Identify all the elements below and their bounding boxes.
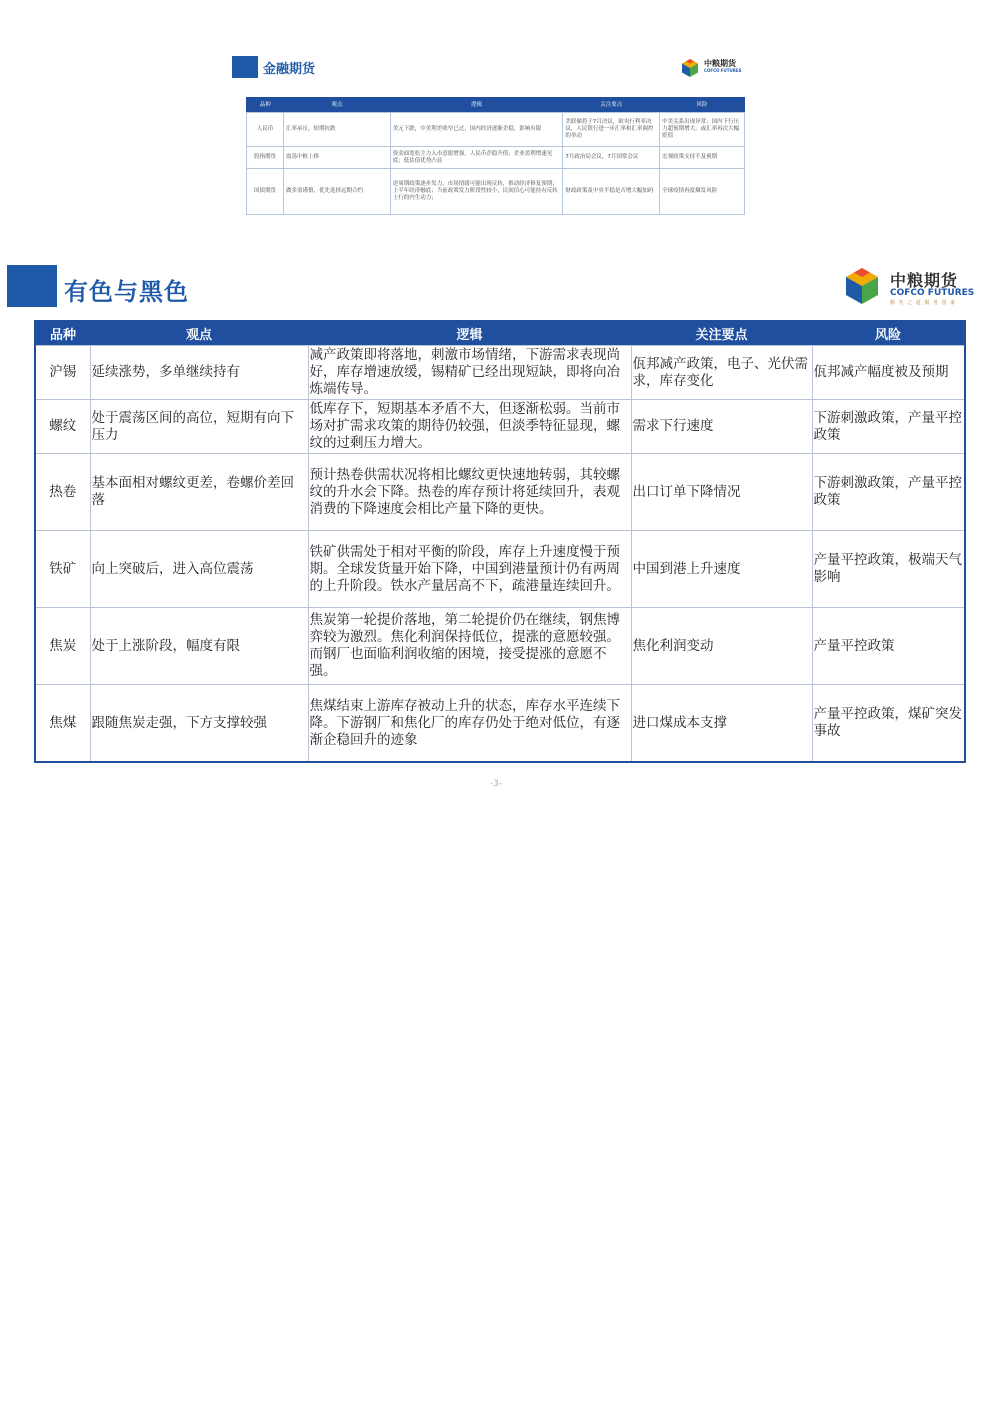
row-risk: 下游刺激政策，产量平控政策	[812, 400, 965, 454]
row-risk: 下游刺激政策，产量平控政策	[812, 454, 965, 531]
row-focus: 7月政治局会议，7月国常会议	[563, 147, 660, 169]
cofco-cube-icon	[842, 266, 882, 306]
table-row	[35, 608, 965, 685]
row-category: 铁矿	[35, 531, 90, 608]
row-category: 螺纹	[35, 400, 90, 454]
row-category: 焦炭	[35, 608, 90, 685]
row-risk: 产量平控政策	[812, 608, 965, 685]
row-logic: 减产政策即将落地，刺激市场情绪，下游需求表现尚好，库存增速放缓，锡精矿已经出现短缺，即将向冶炼端传导。	[308, 346, 631, 400]
table-row	[35, 400, 965, 454]
row-view: 做多需谨慎，优先选择远期合约	[283, 169, 390, 215]
row-logic: 焦炭第一轮提价落地，第二轮提价仍在继续，钢焦博弈较为激烈。焦化利润保持低位，提涨的意愿较强。而钢厂也面临利润收缩的困境，接受提涨的意愿不强。	[308, 608, 631, 685]
metals-section-title: 有色与黑色	[64, 278, 189, 306]
row-logic: 焦煤结束上游库存被动上升的状态，库存水平连续下降。下游钢厂和焦化厂的库存仍处于绝对低位，有逐渐企稳回升的迹象	[308, 685, 631, 763]
page-number: -3-	[489, 779, 503, 789]
row-risk: 产量平控政策，极端天气影响	[812, 531, 965, 608]
col-header-focus: 关注要点	[563, 98, 660, 113]
row-category: 沪锡	[35, 346, 90, 400]
cofco-cube-icon	[680, 58, 700, 78]
financial-futures-table	[246, 97, 745, 215]
row-risk: 中美关系出现异常；国内下行压力超预期增大，或汇率再次大幅贬值	[660, 113, 745, 147]
row-logic: 美元下跌，中美利差收窄已过，国内经济逐渐企稳，影响有限	[390, 113, 563, 147]
row-focus: 财政政策及中央平稳是否增大幅加码	[563, 169, 660, 215]
row-risk: 佤邦减产幅度被及预期	[812, 346, 965, 400]
logo-name-cn: 中粮期货	[704, 59, 736, 68]
metals-futures-table	[34, 320, 966, 763]
row-focus: 需求下行速度	[631, 400, 812, 454]
row-logic: 预计热卷供需状况将相比螺纹更快速地转弱，其较螺纹的升水会下降。热卷的库存预计将延续回升，表观消费的下降速度会相比产量下降的更快。	[308, 454, 631, 531]
col-header-focus: 关注要点	[631, 321, 812, 346]
table-row	[247, 113, 745, 147]
row-category: 国债期货	[247, 169, 284, 215]
header-accent-block	[7, 265, 57, 307]
row-focus: 焦化利润变动	[631, 608, 812, 685]
row-category: 热卷	[35, 454, 90, 531]
table-row	[35, 531, 965, 608]
company-logo-small	[680, 58, 752, 80]
row-category: 焦煤	[35, 685, 90, 763]
row-logic: 低库存下，短期基本矛盾不大，但逐渐松弱。当前市场对扩需求攻策的期待仍较强，但淡季特征显现，螺纹的过剩压力增大。	[308, 400, 631, 454]
row-view: 汇率承压，短期抗跌	[283, 113, 390, 147]
metals-section-header	[7, 265, 987, 307]
row-view: 延续涨势，多单继续持有	[90, 346, 308, 400]
row-focus: 美联储将于7月决议，欧央行利率决议，人民银行进一步汇率和汇率调控的举动	[563, 113, 660, 147]
row-view: 基本面相对螺纹更差，卷螺价差回落	[90, 454, 308, 531]
logo-name-cn: 中粮期货	[890, 271, 959, 290]
financial-section-header	[232, 56, 752, 80]
col-header-risk: 风险	[660, 98, 745, 113]
row-logic: 资金面宽松主力入市意愿增强，人民币企稳升值；企业盈利增速见底；低估值优势凸显	[390, 147, 563, 169]
logo-name-en: COFCO FUTURES	[890, 288, 975, 298]
row-risk: 产量平控政策，煤矿突发事故	[812, 685, 965, 763]
row-category: 股指期货	[247, 147, 284, 169]
table-header-row	[247, 98, 745, 113]
row-view: 跟随焦炭走强，下方支撑较强	[90, 685, 308, 763]
row-logic: 铁矿供需处于相对平衡的阶段，库存上升速度慢于预期。全球发货量开始下降，中国到港量预计仍有两周的上升阶段。铁水产量居高不下，疏港量连续回升。	[308, 531, 631, 608]
row-view: 处于震荡区间的高位，短期有向下压力	[90, 400, 308, 454]
logo-tagline: 粮 名 之 道 服 务 国 家	[890, 300, 957, 306]
col-header-logic: 逻辑	[308, 321, 631, 346]
col-header-category: 品种	[247, 98, 284, 113]
row-view: 处于上涨阶段，幅度有限	[90, 608, 308, 685]
logo-name-en: COFCO FUTURES	[704, 68, 742, 73]
col-header-view: 观点	[283, 98, 390, 113]
row-view: 震荡中枢上移	[283, 147, 390, 169]
col-header-category: 品种	[35, 321, 90, 346]
row-focus: 中国到港上升速度	[631, 531, 812, 608]
row-category: 人民币	[247, 113, 284, 147]
row-view: 向上突破后，进入高位震荡	[90, 531, 308, 608]
col-header-risk: 风险	[812, 321, 965, 346]
company-logo	[842, 266, 982, 310]
table-row	[35, 454, 965, 531]
row-focus: 进口煤成本支撑	[631, 685, 812, 763]
table-header-row	[35, 321, 965, 346]
row-risk: 全球疫情再度爆发风险	[660, 169, 745, 215]
header-accent-block	[232, 56, 258, 78]
row-focus: 出口订单下降情况	[631, 454, 812, 531]
row-logic: 逆周期政策逐步发力，市场情绪可能出现反转，推动经济修复预期；上半年经济触底；当前政策发力阶段性较小，民间信心可能持有反转上行的内生动力；	[390, 169, 563, 215]
table-row	[35, 346, 965, 400]
row-focus: 佤邦减产政策，电子、光伏需求，库存变化	[631, 346, 812, 400]
table-row	[247, 169, 745, 215]
table-row	[247, 147, 745, 169]
financial-section-title: 金融期货	[263, 62, 316, 77]
row-risk: 宏观政策支持不及预期	[660, 147, 745, 169]
col-header-view: 观点	[90, 321, 308, 346]
col-header-logic: 逻辑	[390, 98, 563, 113]
table-row	[35, 685, 965, 763]
